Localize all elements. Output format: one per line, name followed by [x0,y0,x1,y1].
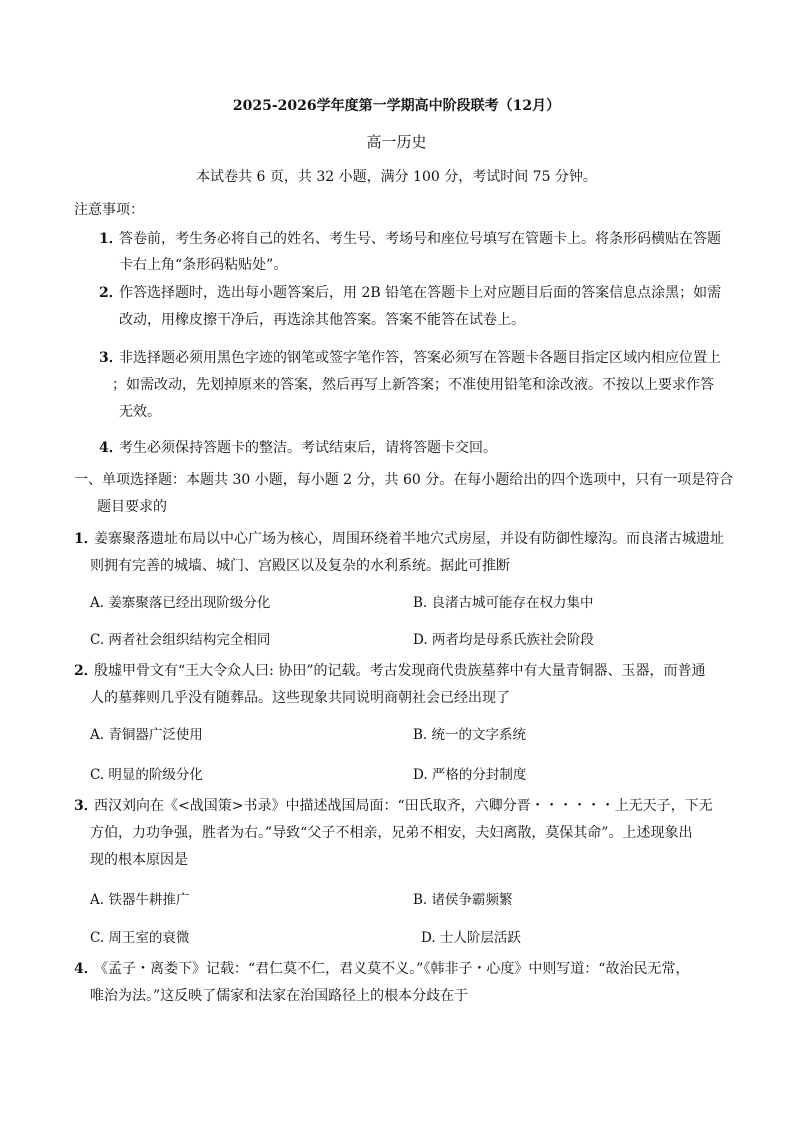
option-d: D. 严格的分封制度 [413,767,527,783]
option-a: A. 姜寨聚落已经出现阶级分化 [90,595,271,611]
question-number: 2． [74,663,98,679]
notice-heading: 注意事项： [74,202,144,218]
notice-number: 1． [99,231,123,247]
option-d: D. 两者均是母系氏族社会阶段 [413,632,594,648]
notice-text: 作答选择题时，选出每小题答案后，用 2B 铅笔在答题卡上对应题目后面的答案信息点涂黑；如需 [119,285,722,301]
question-stem: 西汉刘向在《<战国策>书录》中描述战国局面：“田氏取齐，六卿分晋・・・・・・上无天子，下无 [94,798,713,814]
notice-text: 卡右上角“条形码粘贴处”。 [119,257,288,273]
notice-text: 答卷前，考生务必将自己的姓名、考生号、考场号和座位号填写在管题卡上。将条形码横贴在答题 [119,231,721,247]
question-stem: 姜寨聚落遗址布局以中心广场为核心，周围环绕着半地穴式房屋，并设有防御性壕沟。而良渚古城遗址 [94,531,724,547]
notice-number: 3． [99,350,123,366]
notice-number: 2． [99,285,123,301]
question-stem: 唯治为法。”这反映了儒家和法家在治国路径上的根本分歧在于 [90,988,469,1004]
option-a: A. 青铜器广泛使用 [90,727,203,743]
option-d: D. 士人阶层活跃 [421,930,521,946]
question-stem: 现的根本原因是 [90,852,188,868]
option-b: B. 诸侯争霸频繁 [413,892,513,908]
exam-subject: 高一历史 [366,133,427,151]
notice-number: 4． [99,440,123,456]
question-number: 1． [74,531,98,547]
notice-text: ；如需改动，先划掉原来的答案，然后再写上新答案；不准使用铅笔和涂改液。不按以上要求作答 [112,377,714,393]
notice-text: 非选择题必须用黑色字迹的钢笔或签字笔作答，答案必须写在答题卡各题目指定区域内相应位置上 [119,350,721,366]
option-c: C. 周王室的衰微 [90,930,190,946]
question-number: 4． [74,961,98,977]
notice-text: 改动，用橡皮擦干净后，再选涂其他答案。答案不能答在试卷上。 [119,312,525,328]
section-text: 题目要求的 [97,499,167,515]
exam-info: 本试卷共 6 页，共 32 小题，满分 100 分，考试时间 75 分钟。 [196,169,597,185]
question-stem: 《孟子・离娄下》记载：“君仁莫不仁，君义莫不义。”《韩非子・心度》中则写道：“故治民无常， [94,961,690,977]
option-b: B. 良渚古城可能存在权力集中 [413,595,594,611]
exam-title: 2025-2026学年度第一学期高中阶段联考（12月） [232,98,561,114]
question-stem: 人的墓葬则几乎没有随葬品。这些现象共同说明商朝社会已经出现了 [90,690,510,706]
option-c: C. 两者社会组织结构完全相同 [90,632,271,648]
question-stem: 殷墟甲骨文有“王大令众人曰: 协田”的记载。考古发现商代贵族墓葬中有大量青铜器、玉器，而普通 [94,663,706,679]
question-number: 3． [74,798,98,814]
question-stem: 方伯，力功争强，胜者为右。”导致“父子不相亲，兄弟不相安，夫妇离散，莫保其命”。上述现象出 [90,825,693,841]
option-b: B. 统一的文字系统 [413,727,527,743]
section-text: 一、单项选择题：本题共 30 小题，每小题 2 分，共 60 分。在每小题给出的四个选项中，只有一项是符合 [74,472,734,488]
option-a: A. 铁器牛耕推广 [90,892,190,908]
option-c: C. 明显的阶级分化 [90,767,203,783]
notice-text: 无效。 [119,404,161,420]
question-stem: 则拥有完善的城墙、城门、宫殿区以及复杂的水利系统。据此可推断 [90,558,510,574]
notice-text: 考生必须保持答题卡的整洁。考试结束后，请将答题卡交回。 [119,440,497,456]
